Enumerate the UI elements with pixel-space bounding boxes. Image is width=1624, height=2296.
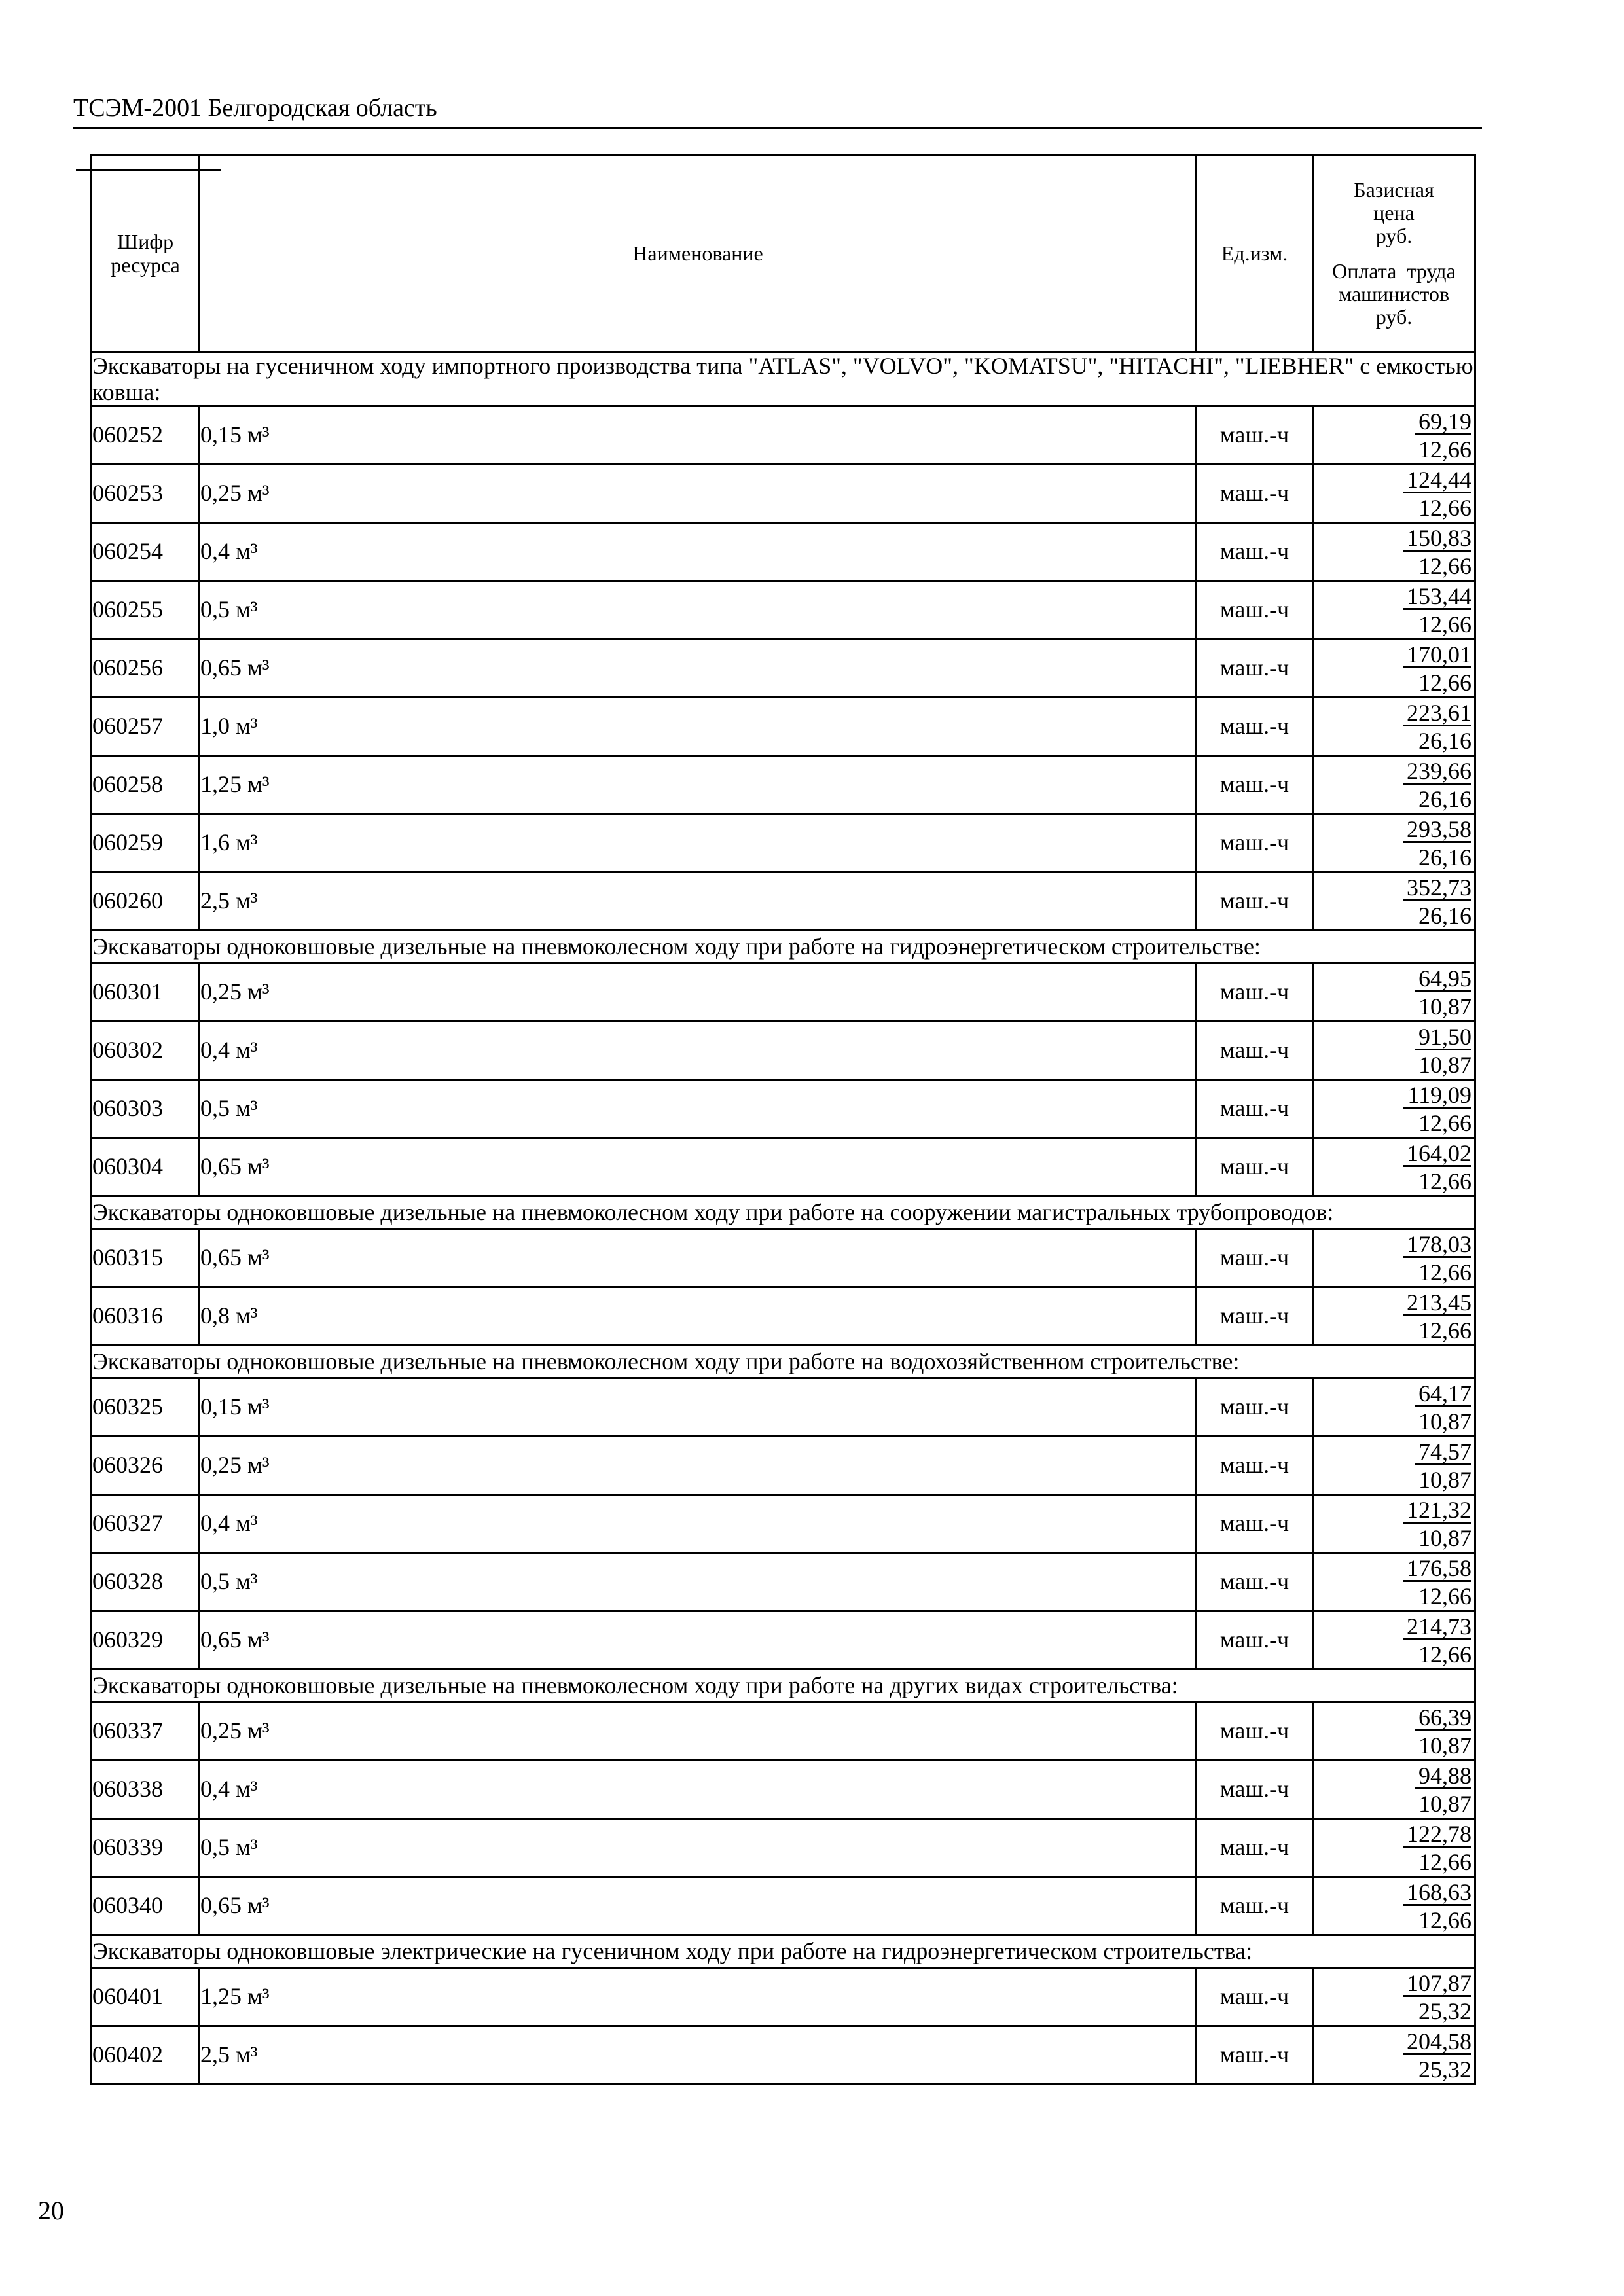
operator-wage-value: 12,66: [1418, 670, 1471, 696]
base-price-value: 119,09: [1403, 1081, 1471, 1109]
operator-wage-value: 10,87: [1418, 1467, 1471, 1494]
resource-name-cell: 0,15 м³: [200, 406, 1197, 465]
table-row: [92, 1022, 1475, 1080]
resource-code-cell: 060337: [92, 1702, 200, 1761]
resource-code-cell: 060315: [92, 1229, 200, 1287]
operator-wage-value: 12,66: [1418, 553, 1471, 580]
price-cell: [1313, 814, 1475, 872]
unit-cell: маш.-ч: [1197, 1138, 1313, 1196]
unit-cell: маш.-ч: [1197, 1287, 1313, 1346]
unit-cell: маш.-ч: [1197, 2026, 1313, 2085]
resource-code-cell: 060339: [92, 1819, 200, 1877]
unit-cell: маш.-ч: [1197, 581, 1313, 639]
price-cell: [1313, 1229, 1475, 1287]
price-cell: [1313, 2026, 1475, 2085]
resource-name-cell: 0,4 м³: [200, 523, 1197, 581]
column-header-wage-line2: машинистов: [1338, 281, 1450, 306]
operator-wage-value: 12,66: [1418, 495, 1471, 522]
resource-name-cell: 0,4 м³: [200, 1495, 1197, 1553]
resource-name-cell: 1,25 м³: [200, 756, 1197, 814]
base-price-value: 153,44: [1403, 582, 1471, 610]
resource-code-cell: 060327: [92, 1495, 200, 1553]
base-price-value: 176,58: [1403, 1554, 1471, 1582]
table-row: [92, 2026, 1475, 2085]
column-header-code-line2: ресурса: [111, 253, 180, 277]
resource-code-cell: 060257: [92, 698, 200, 756]
operator-wage-value: 10,87: [1418, 1408, 1471, 1435]
table-row: [92, 814, 1475, 872]
operator-wage-value: 12,66: [1418, 1168, 1471, 1195]
unit-cell: маш.-ч: [1197, 1761, 1313, 1819]
base-price-value: 150,83: [1403, 524, 1471, 552]
base-price-value: 74,57: [1415, 1437, 1471, 1465]
operator-wage-value: 10,87: [1418, 1525, 1471, 1552]
base-price-value: 122,78: [1403, 1820, 1471, 1848]
operator-wage-value: 12,66: [1418, 1641, 1471, 1668]
price-cell: [1313, 1553, 1475, 1611]
unit-cell: маш.-ч: [1197, 756, 1313, 814]
table-row: [92, 465, 1475, 523]
table-row: [92, 1553, 1475, 1611]
base-price-value: 121,32: [1403, 1496, 1471, 1524]
unit-cell: маш.-ч: [1197, 1022, 1313, 1080]
table-row: [92, 1495, 1475, 1553]
price-cell: [1313, 1378, 1475, 1437]
section-row: [92, 1196, 1475, 1229]
operator-wage-value: 26,16: [1418, 844, 1471, 871]
price-cell: [1313, 1761, 1475, 1819]
base-price-value: 178,03: [1403, 1230, 1471, 1258]
table-row: [92, 1819, 1475, 1877]
base-price-value: 124,44: [1403, 465, 1471, 493]
operator-wage-value: 26,16: [1418, 903, 1471, 929]
resource-name-cell: 0,25 м³: [200, 1702, 1197, 1761]
section-title: Экскаваторы одноковшовые дизельные на пневмоколесном ходу при работе на других видах строительства:: [92, 1670, 1475, 1702]
resource-code-cell: 060328: [92, 1553, 200, 1611]
operator-wage-value: 12,66: [1418, 1318, 1471, 1344]
resource-name-cell: 0,4 м³: [200, 1022, 1197, 1080]
resource-name-cell: 0,5 м³: [200, 581, 1197, 639]
unit-cell: маш.-ч: [1197, 1495, 1313, 1553]
unit-cell: маш.-ч: [1197, 1611, 1313, 1670]
table-row: [92, 756, 1475, 814]
operator-wage-value: 12,66: [1418, 611, 1471, 638]
unit-cell: маш.-ч: [1197, 406, 1313, 465]
base-price-value: 213,45: [1403, 1288, 1471, 1316]
resource-name-cell: 0,65 м³: [200, 639, 1197, 698]
base-price-value: 64,95: [1415, 964, 1471, 992]
price-cell: [1313, 581, 1475, 639]
base-price-value: 170,01: [1403, 640, 1471, 668]
table-row: [92, 406, 1475, 465]
resource-code-cell: 060303: [92, 1080, 200, 1138]
base-price-value: 204,58: [1403, 2027, 1471, 2055]
unit-cell: маш.-ч: [1197, 1819, 1313, 1877]
base-price-value: 69,19: [1415, 407, 1471, 435]
unit-cell: маш.-ч: [1197, 1378, 1313, 1437]
unit-cell: маш.-ч: [1197, 1437, 1313, 1495]
unit-cell: маш.-ч: [1197, 1877, 1313, 1935]
table-row: [92, 872, 1475, 931]
resource-code-cell: 060338: [92, 1761, 200, 1819]
column-header-price: [1313, 155, 1475, 353]
resource-code-cell: 060326: [92, 1437, 200, 1495]
table-row: [92, 1437, 1475, 1495]
operator-wage-value: 12,66: [1418, 437, 1471, 463]
base-price-value: 66,39: [1415, 1703, 1471, 1731]
price-cell: [1313, 1495, 1475, 1553]
operator-wage-value: 12,66: [1418, 1849, 1471, 1876]
section-row: [92, 1346, 1475, 1378]
resource-code-cell: 060316: [92, 1287, 200, 1346]
price-cell: [1313, 1287, 1475, 1346]
unit-cell: маш.-ч: [1197, 872, 1313, 931]
section-title: Экскаваторы одноковшовые дизельные на пневмоколесном ходу при работе на сооружении магистральных трубопроводов:: [92, 1196, 1475, 1229]
table-row: [92, 1877, 1475, 1935]
resource-code-cell: 060304: [92, 1138, 200, 1196]
price-cell: [1313, 698, 1475, 756]
resource-code-cell: 060340: [92, 1877, 200, 1935]
column-header-code-line1: Шифр: [117, 230, 174, 254]
table-row: [92, 1968, 1475, 2026]
operator-wage-value: 12,66: [1418, 1259, 1471, 1286]
section-title: Экскаваторы одноковшовые дизельные на пневмоколесном ходу при работе на водохозяйственном строительстве:: [92, 1346, 1475, 1378]
price-cell: [1313, 1877, 1475, 1935]
table-row: [92, 523, 1475, 581]
table-row: [92, 1287, 1475, 1346]
base-price-value: 64,17: [1415, 1379, 1471, 1407]
price-cell: [1313, 1437, 1475, 1495]
page-number: 20: [38, 2196, 64, 2225]
operator-wage-value: 25,32: [1418, 1998, 1471, 2025]
resource-code-cell: 060254: [92, 523, 200, 581]
price-cell: [1313, 406, 1475, 465]
resource-name-cell: 0,4 м³: [200, 1761, 1197, 1819]
base-price-value: 214,73: [1403, 1612, 1471, 1640]
price-cell: [1313, 963, 1475, 1022]
resource-name-cell: 0,65 м³: [200, 1877, 1197, 1935]
operator-wage-value: 10,87: [1418, 1732, 1471, 1759]
operator-wage-value: 10,87: [1418, 994, 1471, 1020]
operator-wage-value: 12,66: [1418, 1907, 1471, 1934]
resource-name-cell: 1,0 м³: [200, 698, 1197, 756]
unit-cell: маш.-ч: [1197, 1553, 1313, 1611]
table-row: [92, 1761, 1475, 1819]
resource-code-cell: 060401: [92, 1968, 200, 2026]
section-row: [92, 1670, 1475, 1702]
unit-cell: маш.-ч: [1197, 1080, 1313, 1138]
unit-cell: маш.-ч: [1197, 963, 1313, 1022]
column-header-price-line2: цена: [1373, 201, 1415, 225]
section-row: [92, 353, 1475, 406]
header-rule: [73, 127, 1482, 129]
resource-name-cell: 1,6 м³: [200, 814, 1197, 872]
base-price-value: 168,63: [1403, 1878, 1471, 1906]
operator-wage-value: 10,87: [1418, 1791, 1471, 1818]
table-row: [92, 1138, 1475, 1196]
table-row: [92, 1229, 1475, 1287]
table-row: [92, 963, 1475, 1022]
unit-cell: маш.-ч: [1197, 465, 1313, 523]
section-title: Экскаваторы одноковшовые дизельные на пневмоколесном ходу при работе на гидроэнергетическом строительстве:: [92, 931, 1475, 963]
section-title: Экскаваторы одноковшовые электрические на гусеничном ходу при работе на гидроэнергетическом строительства:: [92, 1935, 1475, 1968]
base-price-value: 352,73: [1403, 873, 1471, 901]
table-row: [92, 581, 1475, 639]
resource-code-cell: 060253: [92, 465, 200, 523]
resource-code-cell: 060301: [92, 963, 200, 1022]
table-body: [92, 353, 1475, 2085]
page-header-title: ТСЭМ-2001 Белгородская область: [73, 94, 437, 122]
resource-code-cell: 060255: [92, 581, 200, 639]
section-title: Экскаваторы на гусеничном ходу импортного производства типа "ATLAS", "VOLVO", "KOMATSU", "HITACHI", "LIEBHER" с емкостью ковша:: [92, 353, 1475, 406]
resource-code-cell: 060325: [92, 1378, 200, 1437]
base-price-value: 164,02: [1403, 1139, 1471, 1167]
column-header-name: Наименование: [200, 155, 1197, 353]
resource-code-cell: 060402: [92, 2026, 200, 2085]
price-cell: [1313, 465, 1475, 523]
resource-name-cell: 0,8 м³: [200, 1287, 1197, 1346]
resource-name-cell: 1,25 м³: [200, 1968, 1197, 2026]
unit-cell: маш.-ч: [1197, 523, 1313, 581]
base-price-value: 107,87: [1403, 1969, 1471, 1997]
price-cell: [1313, 1702, 1475, 1761]
column-header-price-line3: руб.: [1375, 224, 1413, 248]
resource-name-cell: 0,5 м³: [200, 1819, 1197, 1877]
resource-name-cell: 0,65 м³: [200, 1229, 1197, 1287]
operator-wage-value: 12,66: [1418, 1110, 1471, 1137]
resource-name-cell: 0,5 м³: [200, 1080, 1197, 1138]
unit-cell: маш.-ч: [1197, 639, 1313, 698]
price-cell: [1313, 756, 1475, 814]
operator-wage-value: 26,16: [1418, 728, 1471, 755]
resource-name-cell: 0,5 м³: [200, 1553, 1197, 1611]
column-header-unit: Ед.изм.: [1197, 155, 1313, 353]
resource-name-cell: 2,5 м³: [200, 872, 1197, 931]
unit-cell: маш.-ч: [1197, 1229, 1313, 1287]
resource-name-cell: 2,5 м³: [200, 2026, 1197, 2085]
table-row: [92, 1702, 1475, 1761]
section-row: [92, 1935, 1475, 1968]
table-row: [92, 639, 1475, 698]
resource-code-cell: 060252: [92, 406, 200, 465]
resource-name-cell: 0,25 м³: [200, 963, 1197, 1022]
base-price-value: 239,66: [1403, 757, 1471, 785]
resource-name-cell: 0,65 м³: [200, 1611, 1197, 1670]
price-cell: [1313, 872, 1475, 931]
resource-code-cell: 060302: [92, 1022, 200, 1080]
table-row: [92, 698, 1475, 756]
table-row: [92, 1378, 1475, 1437]
operator-wage-value: 25,32: [1418, 2056, 1471, 2083]
operator-wage-value: 10,87: [1418, 1052, 1471, 1079]
price-cell: [1313, 523, 1475, 581]
price-cell: [1313, 1022, 1475, 1080]
resource-code-cell: 060329: [92, 1611, 200, 1670]
price-cell: [1313, 639, 1475, 698]
price-cell: [1313, 1138, 1475, 1196]
resource-name-cell: 0,25 м³: [200, 1437, 1197, 1495]
price-cell: [1313, 1819, 1475, 1877]
resource-code-cell: 060258: [92, 756, 200, 814]
unit-cell: маш.-ч: [1197, 814, 1313, 872]
resource-name-cell: 0,25 м³: [200, 465, 1197, 523]
operator-wage-value: 26,16: [1418, 786, 1471, 813]
column-header-price-line1: Базисная: [1354, 177, 1434, 202]
operator-wage-value: 12,66: [1418, 1583, 1471, 1610]
resource-table: [90, 154, 1476, 2085]
resource-code-cell: 060256: [92, 639, 200, 698]
base-price-value: 223,61: [1403, 698, 1471, 726]
unit-cell: маш.-ч: [1197, 1968, 1313, 2026]
price-cell: [1313, 1080, 1475, 1138]
resource-code-cell: 060259: [92, 814, 200, 872]
unit-cell: маш.-ч: [1197, 698, 1313, 756]
base-price-value: 94,88: [1415, 1761, 1471, 1789]
column-header-wage-line1: Оплата труда: [1332, 259, 1456, 283]
resource-code-cell: 060260: [92, 872, 200, 931]
resource-name-cell: 0,15 м³: [200, 1378, 1197, 1437]
price-cell: [1313, 1968, 1475, 2026]
column-header-wage-line3: руб.: [1375, 304, 1413, 329]
resource-name-cell: 0,65 м³: [200, 1138, 1197, 1196]
base-price-value: 91,50: [1415, 1022, 1471, 1050]
table-row: [92, 1611, 1475, 1670]
base-price-value: 293,58: [1403, 815, 1471, 843]
table-row: [92, 1080, 1475, 1138]
unit-cell: маш.-ч: [1197, 1702, 1313, 1761]
price-cell: [1313, 1611, 1475, 1670]
table-header-row: [92, 155, 1475, 353]
section-row: [92, 931, 1475, 963]
column-header-code: [92, 155, 200, 353]
